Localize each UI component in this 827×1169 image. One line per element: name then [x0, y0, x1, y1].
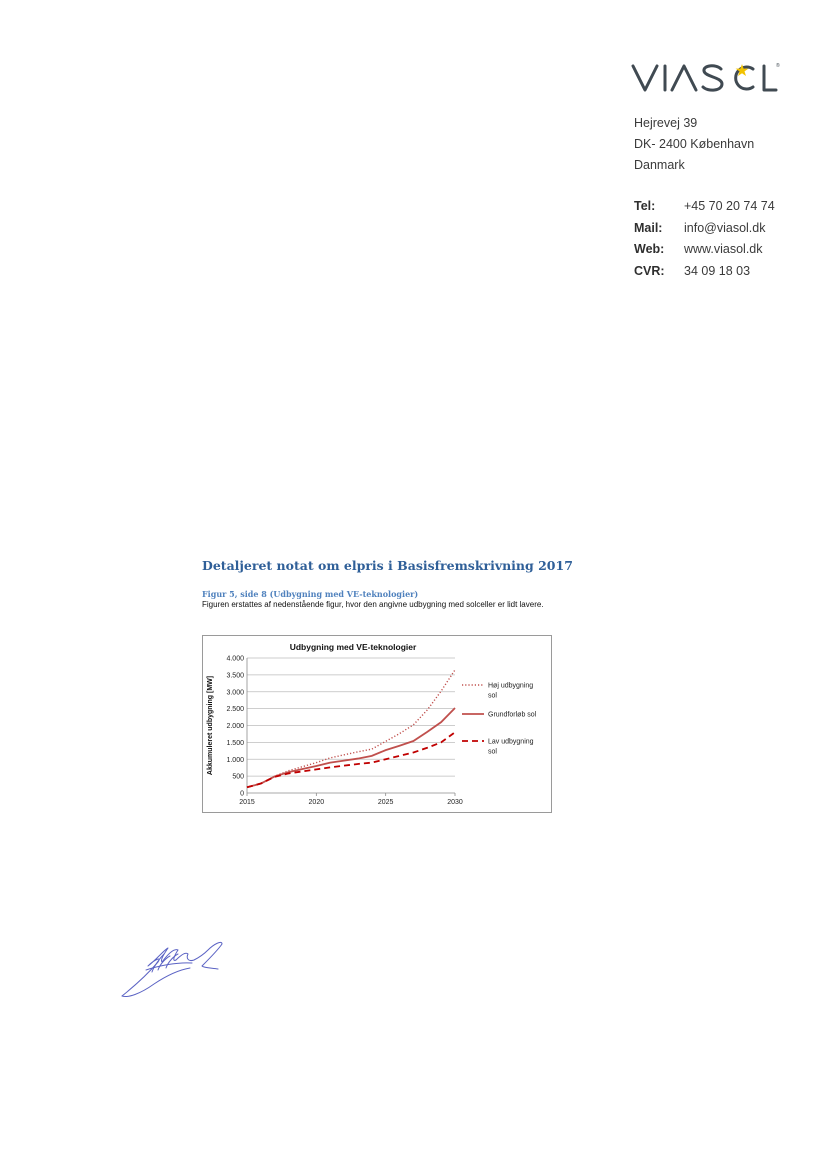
y-tick-label: 4.000 [226, 655, 244, 663]
contact-cvr: 34 09 18 03 [684, 263, 751, 278]
body-text: Figuren erstattes af nedenstående figur, hvor den angivne udbygning med solceller er lidt lavere. [202, 600, 544, 609]
y-tick-label: 0 [240, 790, 244, 798]
contact-row-tel [634, 196, 775, 218]
y-tick-label: 3.000 [226, 689, 244, 697]
registered-mark: ® [776, 63, 780, 69]
y-tick-label: 3.500 [226, 672, 244, 680]
contact-label: CVR: [634, 263, 665, 278]
line-chart [202, 635, 552, 813]
contact-label: Mail: [634, 220, 663, 235]
contact-row-cvr [634, 261, 775, 283]
chart-figure [202, 635, 552, 813]
contact-row-mail [634, 218, 775, 240]
y-tick-label: 500 [232, 773, 244, 781]
legend-label: Grundforløb sol [488, 711, 537, 719]
handwritten-signature [118, 936, 230, 1000]
section-heading: Detaljeret notat om elpris i Basisfremskrivning 2017 [202, 558, 573, 573]
contact-email[interactable]: info@viasol.dk [684, 220, 766, 235]
y-tick-label: 1.500 [226, 739, 244, 747]
contact-website[interactable]: www.viasol.dk [684, 242, 763, 256]
contact-row-web [634, 239, 775, 261]
contact-phone: +45 70 20 74 74 [684, 199, 775, 213]
x-tick-label: 2020 [308, 799, 325, 806]
address-country: Danmark [634, 158, 685, 172]
x-tick-label: 2025 [377, 799, 394, 806]
legend-label: Lav udbygning [488, 738, 534, 746]
contact-label: Web: [634, 242, 665, 256]
y-tick-label: 2.000 [226, 723, 244, 730]
address-street: Hejrevej 39 [634, 116, 698, 130]
y-tick-label: 2.500 [226, 706, 244, 714]
figure-reference: Figur 5, side 8 (Udbygning med VE-teknologier) [202, 589, 419, 599]
contact-label: Tel: [634, 199, 656, 213]
legend-label: sol [488, 692, 497, 700]
logo-wordmark [633, 66, 776, 90]
address-city: DK- 2400 København [634, 137, 755, 151]
legend-label: sol [488, 748, 497, 756]
y-axis-label: Akkumuleret udbygning [MW] [207, 675, 214, 776]
contact-info [634, 196, 775, 282]
legend-label: Høj udbygning [488, 682, 534, 690]
viasol-logo [630, 58, 780, 98]
company-address [634, 113, 754, 176]
x-tick-label: 2015 [239, 799, 255, 806]
chart-title: Udbygning med VE-teknologier [289, 642, 417, 652]
y-tick-label: 1.000 [226, 756, 244, 764]
x-tick-label: 2030 [447, 799, 463, 806]
